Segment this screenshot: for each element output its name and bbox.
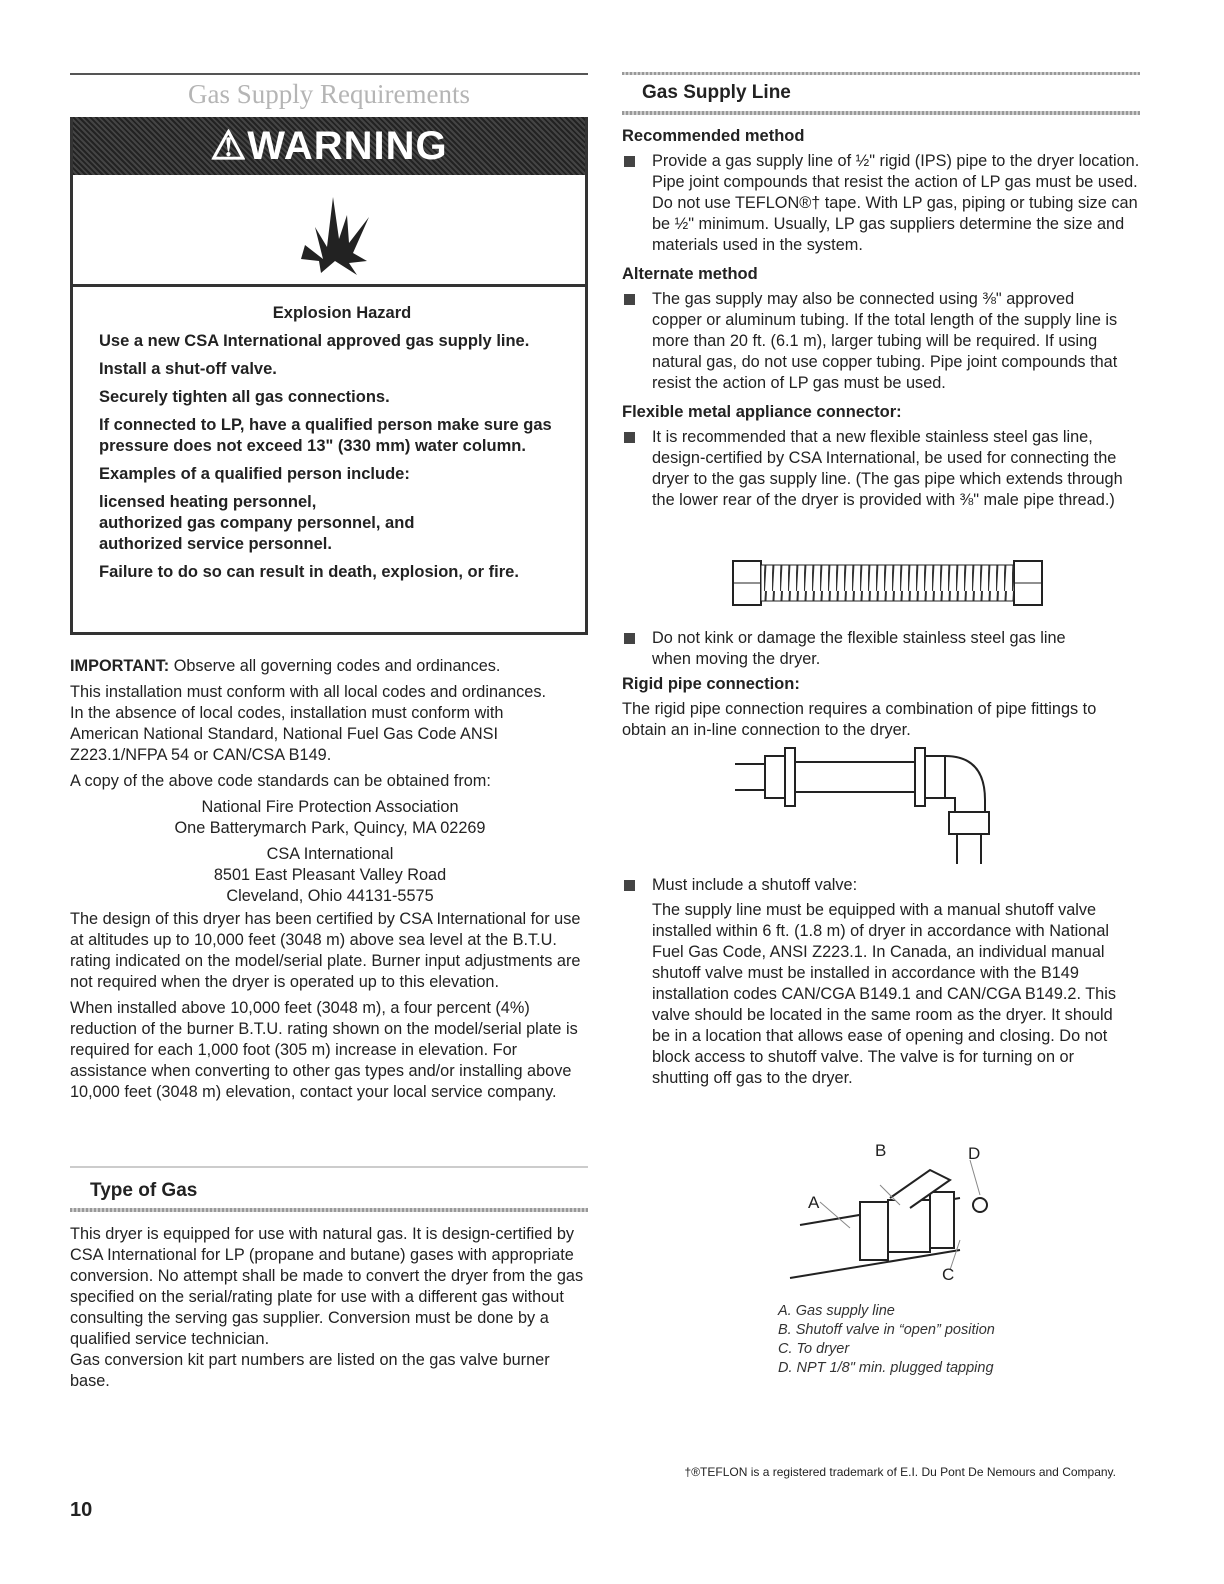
- flexible-connector-illustration: [732, 555, 1044, 611]
- caption: D. NPT 1/8" min. plugged tapping: [778, 1360, 994, 1376]
- left-column: [70, 656, 590, 1108]
- paragraph: When installed above 10,000 feet (3048 m), a four percent (4%) reduction of the burner B.T.U. rating shown on the model/serial plate is required for each 1,000 foot (305 m) increase in elevation. For assistance when converting to other gas types and/or installing above 10,000 feet (3048 m) elevation, contact your local service company.: [70, 999, 578, 1101]
- type-of-gas-text: This dryer is equipped for use with natural gas. It is design-certified by CSA International for LP (propane and butane) gases with appropriate conversion. No attempt shall be made to convert the dryer from the gas specified on the serial/rating plate for use with a different gas without consulting the serving gas supplier. Conversion must be done by a qualified service technician. Gas conversion kit part numbers are listed on the gas valve burner base.: [70, 1225, 584, 1390]
- warning-label: WARNING: [247, 124, 448, 168]
- top-rule-left: [70, 73, 588, 75]
- recommended-heading: Recommended method: [622, 127, 805, 145]
- qualified-persons: licensed heating personnel, authorized gas company personnel, and authorized service personnel.: [99, 493, 415, 553]
- warning-failure: Failure to do so can result in death, explosion, or fire.: [99, 563, 519, 581]
- caption: C. To dryer: [778, 1341, 850, 1357]
- right-column-2: [622, 628, 1142, 746]
- warning-box: [70, 117, 588, 635]
- caption: A. Gas supply line: [778, 1303, 895, 1319]
- paragraph: A copy of the above code standards can be obtained from:: [70, 772, 491, 790]
- valve-captions: [778, 1302, 995, 1378]
- address-nfpa: National Fire Protection Association One Batterymarch Park, Quincy, MA 02269: [174, 798, 486, 837]
- shutoff-bullet: Must include a shutoff valve:: [622, 875, 1142, 896]
- rigid-pipe-illustration: [735, 740, 995, 865]
- top-rule-right: [622, 72, 1140, 75]
- flex-bullet: It is recommended that a new flexible stainless steel gas line, design-certified by CSA International, be used for connecting the dryer to the gas supply line. (The gas pipe which extends through the lower rear of the dryer is provided with ⅜" male pipe thread.): [622, 427, 1142, 511]
- important-label: IMPORTANT:: [70, 657, 170, 675]
- gas-supply-line-rule: [622, 111, 1140, 115]
- alternate-bullet: The gas supply may also be connected using ⅜" approved copper or aluminum tubing. If the total length of the supply line is more than 20 ft. (6.1 m), larger tubing will be required. If using natural gas, do not use copper tubing. Pipe joint compounds that resist the action of LP gas must be used.: [622, 289, 1142, 394]
- recommended-bullet: Provide a gas supply line of ½" rigid (IPS) pipe to the dryer location. Pipe joint compounds that resist the action of LP gas must be used. Do not use TEFLON®† tape. With LP gas, piping or tubing size can be ½" minimum. Usually, LP gas suppliers determine the size and materials used in the system.: [622, 151, 1142, 256]
- flex-heading: Flexible metal appliance connector:: [622, 403, 902, 421]
- warning-header: [73, 117, 585, 175]
- label-b: B: [875, 1141, 887, 1160]
- label-a: A: [808, 1193, 820, 1212]
- explosion-icon: [73, 175, 585, 287]
- rigid-heading: Rigid pipe connection:: [622, 675, 800, 693]
- shutoff-valve-illustration: [780, 1150, 990, 1290]
- footnote: †®TEFLON is a registered trademark of E.I. Du Pont De Nemours and Company.: [684, 1465, 1116, 1479]
- warning-triangle-icon: ⚠: [210, 124, 248, 168]
- warning-line: Examples of a qualified person include:: [99, 465, 410, 483]
- type-of-gas-heading: Type of Gas: [90, 1180, 198, 1201]
- address-csa: CSA International 8501 East Pleasant Valley Road Cleveland, Ohio 44131-5575: [213, 845, 447, 905]
- gas-supply-line-heading: Gas Supply Line: [642, 82, 791, 103]
- warning-line: Securely tighten all gas connections.: [99, 388, 390, 406]
- paragraph: The design of this dryer has been certified by CSA International for use at altitudes up to 10,000 feet (3048 m) above sea level at the B.T.U. rating indicated on the model/serial plate. Burner input adjustments are not required when the dryer is operated up to this elevation.: [70, 910, 581, 991]
- rigid-text: The rigid pipe connection requires a combination of pipe fittings to obtain an in-line connection to the dryer.: [622, 700, 1097, 739]
- label-c: C: [942, 1265, 955, 1284]
- label-d: D: [968, 1144, 981, 1163]
- warning-line: Install a shut-off valve.: [99, 360, 277, 378]
- right-column: [622, 126, 1142, 519]
- alternate-heading: Alternate method: [622, 265, 758, 283]
- hazard-title: Explosion Hazard: [272, 304, 412, 322]
- page-number: 10: [70, 1499, 93, 1521]
- important-text: Observe all governing codes and ordinances.: [169, 657, 501, 675]
- kink-bullet: Do not kink or damage the flexible stainless steel gas line when moving the dryer.: [622, 628, 1142, 670]
- shutoff-text: The supply line must be equipped with a manual shutoff valve installed within 6 ft. (1.8 m) of dryer in accordance with National Fuel Gas Code, ANSI Z223.1. In Canada, an individual manual shutoff valve must be installed in accordance with the B149 installation codes CAN/CGA B149.1 and CAN/CGA B149.2. This valve should be located in the same room as the dryer. It should be in a location that allows ease of opening and closing. Do not block access to shutoff valve. The valve is for turning on or shutting off gas to the dryer.: [652, 901, 1116, 1087]
- warning-line: If connected to LP, have a qualified person make sure gas pressure does not exceed 13" (330 mm) water column.: [99, 416, 552, 455]
- caption: B. Shutoff valve in “open” position: [778, 1322, 995, 1338]
- type-gas-rule-top: [70, 1166, 588, 1168]
- page-title: Gas Supply Requirements: [188, 79, 470, 109]
- paragraph: This installation must conform with all local codes and ordinances. In the absence of local codes, installation must conform with American National Standard, National Fuel Gas Code ANSI Z223.1/NFPA 54 or CAN/CSA B149.: [70, 683, 547, 764]
- warning-line: Use a new CSA International approved gas supply line.: [99, 332, 530, 350]
- right-column-3: [622, 875, 1142, 1094]
- type-gas-rule-bottom: [70, 1208, 588, 1212]
